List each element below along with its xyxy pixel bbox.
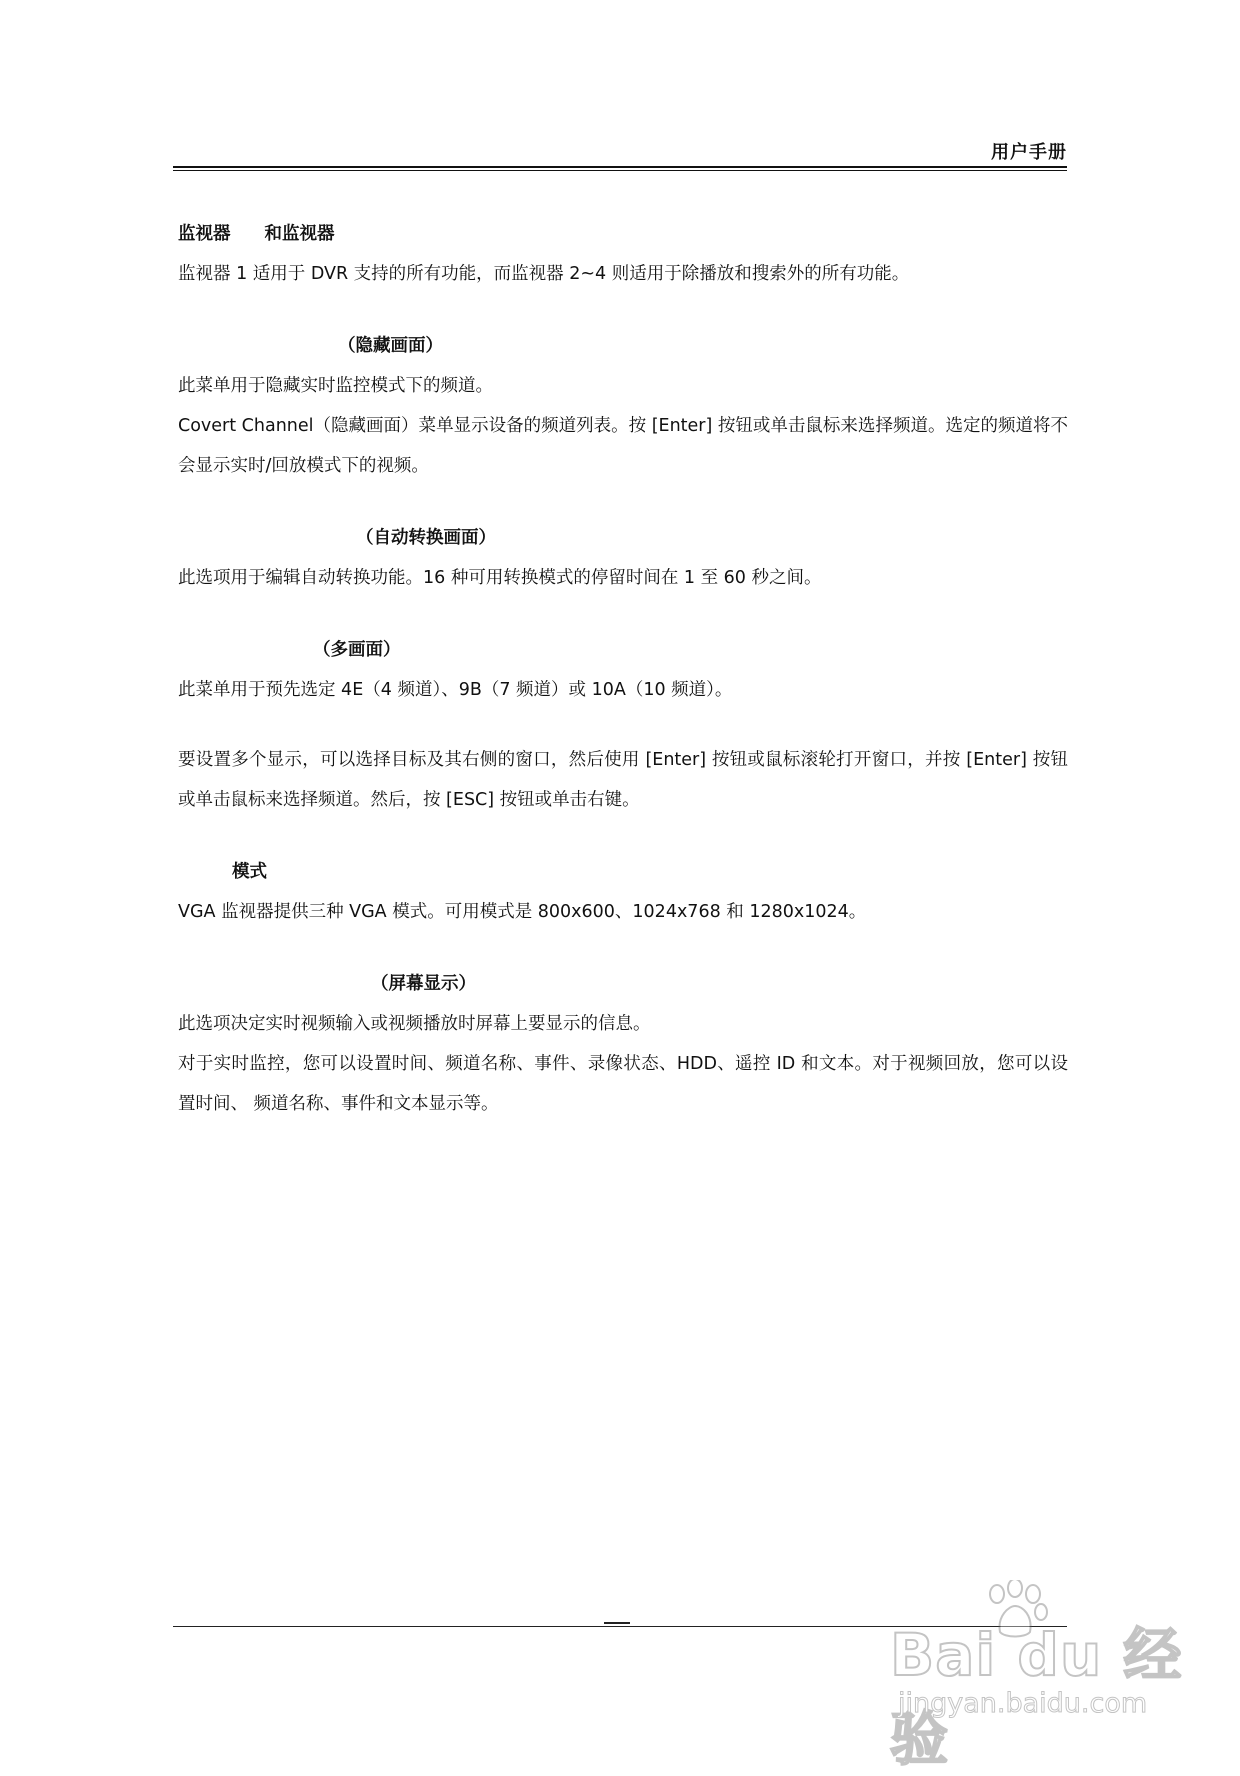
paragraph: 对于实时监控，您可以设置时间、频道名称、事件、录像状态、HDD、遥控 ID 和文本。对于视频回放，您可以设置时间、 频道名称、事件和文本显示等。: [178, 1054, 1068, 1114]
paragraph: VGA 监视器提供三种 VGA 模式。可用模式是 800x600、1024x768 和 1280x1024。: [178, 902, 867, 922]
page-header-title: 用户手册: [991, 142, 1067, 163]
section-heading-osd: （屏幕显示）: [371, 974, 476, 994]
paragraph: 此选项用于编辑自动转换功能。16 种可用转换模式的停留时间在 1 至 60 秒之间。: [178, 568, 822, 588]
section-heading-sequence: （自动转换画面）: [356, 528, 496, 548]
paragraph: 要设置多个显示，可以选择目标及其右侧的窗口，然后使用 [Enter] 按钮或鼠标滚轮打开窗口，并按 [Enter] 按钮或单击鼠标来选择频道。然后，按 [ESC] 按钮或单击右键。: [178, 750, 1068, 810]
section-heading-multiview: （多画面）: [313, 640, 401, 660]
paragraph: 此菜单用于隐藏实时监控模式下的频道。: [178, 376, 493, 396]
paragraph: 此菜单用于预先选定 4E（4 频道）、9B（7 频道）或 10A（10 频道）。: [178, 680, 733, 700]
baidu-watermark: [880, 1580, 1200, 1773]
document-body: [178, 214, 1068, 1124]
paragraph: 监视器 1 适用于 DVR 支持的所有功能，而监视器 2~4 则适用于除播放和搜索外的所有功能。: [178, 264, 910, 284]
section-heading-monitors: [178, 214, 1068, 254]
heading-part-b: 和监视器: [264, 224, 335, 244]
heading-part-a: 监视器: [178, 224, 231, 244]
page-number-mark: [604, 1622, 630, 1624]
paragraph: Covert Channel（隐藏画面）菜单显示设备的频道列表。按 [Enter] 按钮或单击鼠标来选择频道。选定的频道将不会显示实时/回放模式下的视频。: [178, 416, 1068, 476]
watermark-url: jingyan.baidu.com: [898, 1688, 1148, 1719]
watermark-brand: Bai du 经验: [890, 1621, 1183, 1773]
section-heading-covert: （隐藏画面）: [338, 336, 443, 356]
paragraph: 此选项决定实时视频输入或视频播放时屏幕上要显示的信息。: [178, 1014, 651, 1034]
header-rule: [173, 166, 1067, 171]
section-heading-vga-mode: 模式: [232, 862, 267, 882]
